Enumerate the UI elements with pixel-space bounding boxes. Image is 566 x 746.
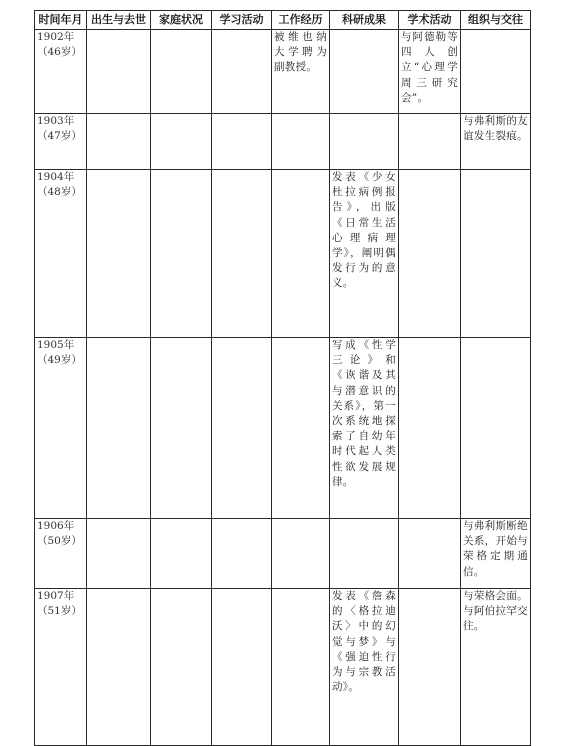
header-organization: 组织与交往: [461, 11, 531, 30]
birth-death-cell: [87, 589, 151, 746]
research-cell: [330, 30, 399, 114]
table-row: [35, 114, 531, 170]
year-text: 1904年: [37, 171, 75, 183]
age-text: （49岁）: [37, 354, 82, 366]
year-text: 1905年: [37, 339, 75, 351]
header-birth-death: 出生与去世: [87, 11, 151, 30]
academic-cell: [399, 170, 461, 338]
header-research: 科研成果: [330, 11, 399, 30]
study-cell: [212, 30, 272, 114]
academic-cell: 与阿德勒等四人创立“心理学周三研究会”。: [399, 30, 461, 114]
year-cell: [35, 589, 87, 746]
work-cell: [272, 338, 330, 519]
study-cell: [212, 170, 272, 338]
family-cell: [151, 170, 212, 338]
organization-cell: 与弗利斯断绝关系，开始与荣格定期通信。: [461, 519, 531, 589]
family-cell: [151, 589, 212, 746]
research-cell: 发表《少女杜拉病例报告》，出版《日常生活心理病理学》，阐明偶发行为的意义。: [330, 170, 399, 338]
research-cell: [330, 519, 399, 589]
organization-cell: [461, 170, 531, 338]
year-cell: [35, 170, 87, 338]
header-academic: 学术活动: [399, 11, 461, 30]
birth-death-cell: [87, 519, 151, 589]
academic-cell: [399, 114, 461, 170]
year-cell: [35, 338, 87, 519]
birth-death-cell: [87, 170, 151, 338]
family-cell: [151, 30, 212, 114]
year-cell: [35, 519, 87, 589]
header-date: 时间年月: [35, 11, 87, 30]
work-cell: 被维也纳大学聘为副教授。: [272, 30, 330, 114]
age-text: （50岁）: [37, 535, 82, 547]
birth-death-cell: [87, 338, 151, 519]
study-cell: [212, 114, 272, 170]
work-cell: [272, 170, 330, 338]
work-cell: [272, 519, 330, 589]
family-cell: [151, 114, 212, 170]
organization-cell: [461, 338, 531, 519]
academic-cell: [399, 589, 461, 746]
academic-cell: [399, 338, 461, 519]
research-cell: [330, 114, 399, 170]
organization-cell: 与荣格会面。与阿伯拉罕交往。: [461, 589, 531, 746]
year-text: 1903年: [37, 115, 75, 127]
year-text: 1902年: [37, 31, 75, 43]
header-family: 家庭状况: [151, 11, 212, 30]
academic-cell: [399, 519, 461, 589]
age-text: （46岁）: [37, 46, 82, 58]
age-text: （51岁）: [37, 605, 82, 617]
age-text: （47岁）: [37, 130, 82, 142]
table-row: [35, 589, 531, 746]
family-cell: [151, 338, 212, 519]
header-work: 工作经历: [272, 11, 330, 30]
table-row: [35, 170, 531, 338]
year-cell: [35, 30, 87, 114]
chronology-table: [34, 10, 531, 746]
header-row: [35, 11, 531, 30]
year-cell: [35, 114, 87, 170]
work-cell: [272, 589, 330, 746]
birth-death-cell: [87, 30, 151, 114]
work-cell: [272, 114, 330, 170]
age-text: （48岁）: [37, 186, 82, 198]
table-row: [35, 519, 531, 589]
organization-cell: 与弗利斯的友谊发生裂痕。: [461, 114, 531, 170]
table-row: [35, 338, 531, 519]
header-study: 学习活动: [212, 11, 272, 30]
birth-death-cell: [87, 114, 151, 170]
research-cell: 发表《詹森的〈格拉迪沃〉中的幻觉与梦》与《强迫性行为与宗教活动》。: [330, 589, 399, 746]
organization-cell: [461, 30, 531, 114]
table-row: [35, 30, 531, 114]
family-cell: [151, 519, 212, 589]
study-cell: [212, 589, 272, 746]
year-text: 1907年: [37, 590, 75, 602]
study-cell: [212, 519, 272, 589]
year-text: 1906年: [37, 520, 75, 532]
research-cell: 写成《性学三论》和《诙谐及其与潜意识的关系》，第一次系统地探索了自幼年时代起人类性欲发展规律。: [330, 338, 399, 519]
study-cell: [212, 338, 272, 519]
